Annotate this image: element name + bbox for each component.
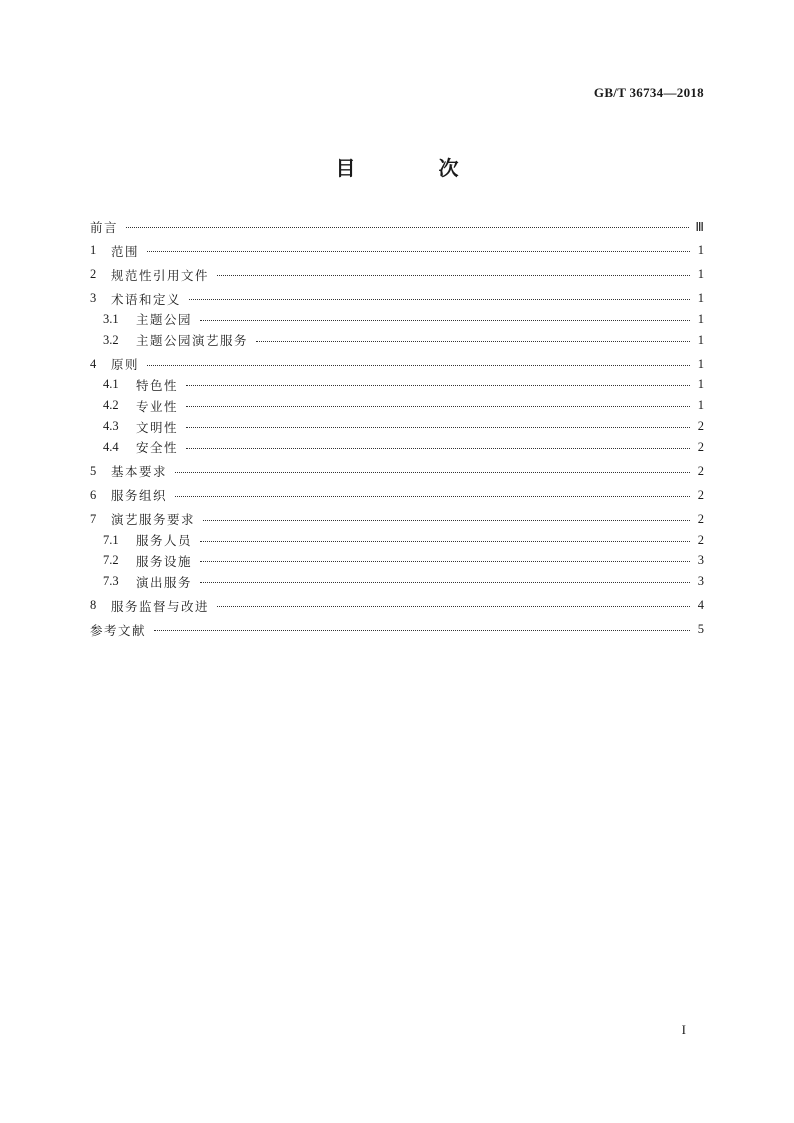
toc-entry-page: 5 (697, 622, 704, 637)
toc-entry[interactable] (90, 309, 704, 330)
toc-entry-label: 专业性 (136, 398, 179, 414)
toc-entry-page: 1 (697, 356, 704, 371)
footer-page-number: I (681, 1022, 686, 1037)
toc-entry-label: 主题公园 (136, 312, 193, 328)
toc-entry-number: 7.2 (103, 553, 119, 568)
toc-entry[interactable] (90, 485, 704, 506)
toc-entry-page: 1 (697, 311, 704, 326)
toc-dot-leader (175, 496, 690, 497)
page-title: 目 次 (335, 156, 497, 180)
toc-entry-label: 术语和定义 (111, 291, 182, 307)
toc-entry[interactable] (90, 240, 704, 261)
toc-entry-label: 服务组织 (111, 488, 168, 504)
toc-entry-number: 4.4 (103, 439, 119, 454)
toc-entry-page: 1 (697, 398, 704, 413)
toc-entry-label: 基本要求 (111, 464, 168, 480)
toc-entry-label: 前言 (90, 219, 119, 235)
toc-dot-leader (186, 448, 690, 449)
toc-dot-leader (189, 299, 690, 300)
toc-entry-number: 2 (90, 267, 97, 281)
toc-entry[interactable] (90, 461, 704, 482)
toc-entry-page: 1 (697, 332, 704, 347)
toc-dot-leader (200, 582, 690, 583)
toc-entry-number: 3 (90, 291, 97, 305)
toc-entry[interactable] (90, 264, 704, 285)
toc-entry-label: 范围 (111, 243, 140, 259)
toc-entry-label: 文明性 (136, 419, 179, 435)
toc-dot-leader (147, 365, 690, 366)
toc-entry-label: 服务设施 (136, 553, 193, 569)
toc-dot-leader (203, 520, 690, 521)
toc-entry-page: 2 (697, 532, 704, 547)
toc-entry-label: 规范性引用文件 (111, 267, 210, 283)
toc-entry[interactable] (90, 509, 704, 530)
toc-entry-page: 2 (697, 439, 704, 454)
toc-entry-number: 6 (90, 487, 97, 502)
toc-dot-leader (256, 341, 690, 342)
toc-entry-page: 3 (697, 553, 704, 568)
toc-entry[interactable] (90, 437, 704, 458)
toc-dot-leader (186, 427, 690, 428)
toc-entry-label: 特色性 (136, 377, 179, 393)
toc-entry-page: 1 (697, 291, 704, 305)
standard-code: GB/T 36734—2018 (593, 85, 704, 100)
toc-entry-page: 2 (697, 419, 704, 434)
toc-entry[interactable] (90, 216, 704, 237)
toc-entry-number: 7.3 (103, 574, 119, 589)
toc-entry-number: 5 (90, 463, 97, 478)
toc-entry-number: 4.3 (103, 419, 119, 434)
toc-entry-number: 4 (90, 356, 97, 371)
toc-entry-number: 7 (90, 511, 97, 526)
toc-entry[interactable] (90, 619, 704, 640)
toc-entry-page: 1 (697, 243, 704, 257)
toc-entry-number: 3.1 (103, 311, 119, 326)
toc-dot-leader (217, 606, 690, 607)
toc-dot-leader (126, 227, 689, 228)
toc-entry[interactable] (90, 330, 704, 351)
toc-dot-leader (186, 385, 690, 386)
toc-entry-label: 演出服务 (136, 574, 193, 590)
toc-entry[interactable] (90, 354, 704, 375)
toc-entry-page: 2 (697, 463, 704, 478)
toc-entry-page: 4 (697, 598, 704, 613)
toc-entry-label: 演艺服务要求 (111, 512, 196, 528)
table-of-contents (90, 216, 704, 640)
toc-entry[interactable] (90, 530, 704, 551)
toc-entry[interactable] (90, 551, 704, 572)
toc-entry-number: 8 (90, 598, 97, 613)
toc-entry[interactable] (90, 595, 704, 616)
toc-entry-number: 4.2 (103, 398, 119, 413)
toc-entry-label: 主题公园演艺服务 (136, 333, 249, 349)
toc-entry-number: 4.1 (103, 377, 119, 392)
toc-dot-leader (200, 541, 690, 542)
toc-dot-leader (200, 561, 690, 562)
toc-entry[interactable] (90, 375, 704, 396)
toc-dot-leader (147, 251, 690, 252)
toc-dot-leader (217, 275, 690, 276)
toc-entry[interactable] (90, 288, 704, 309)
toc-entry-number: 1 (90, 243, 97, 257)
toc-entry-page: 1 (697, 377, 704, 392)
toc-entry[interactable] (90, 395, 704, 416)
toc-entry-number: 3.2 (103, 332, 119, 347)
toc-entry-page: 2 (697, 487, 704, 502)
toc-entry[interactable] (90, 571, 704, 592)
toc-entry-label: 原则 (111, 357, 140, 373)
toc-dot-leader (186, 406, 690, 407)
toc-entry-page: 1 (697, 267, 704, 281)
toc-entry-label: 服务监督与改进 (111, 598, 210, 614)
toc-dot-leader (175, 472, 690, 473)
toc-entry-page: 2 (697, 511, 704, 526)
toc-dot-leader (200, 320, 690, 321)
toc-entry-number: 7.1 (103, 532, 119, 547)
toc-entry-page: 3 (697, 574, 704, 589)
toc-entry-page: Ⅲ (695, 219, 704, 234)
toc-entry-label: 参考文献 (90, 622, 147, 638)
toc-entry-label: 服务人员 (136, 533, 193, 549)
toc-entry[interactable] (90, 416, 704, 437)
toc-entry-label: 安全性 (136, 440, 179, 456)
toc-dot-leader (154, 630, 690, 631)
